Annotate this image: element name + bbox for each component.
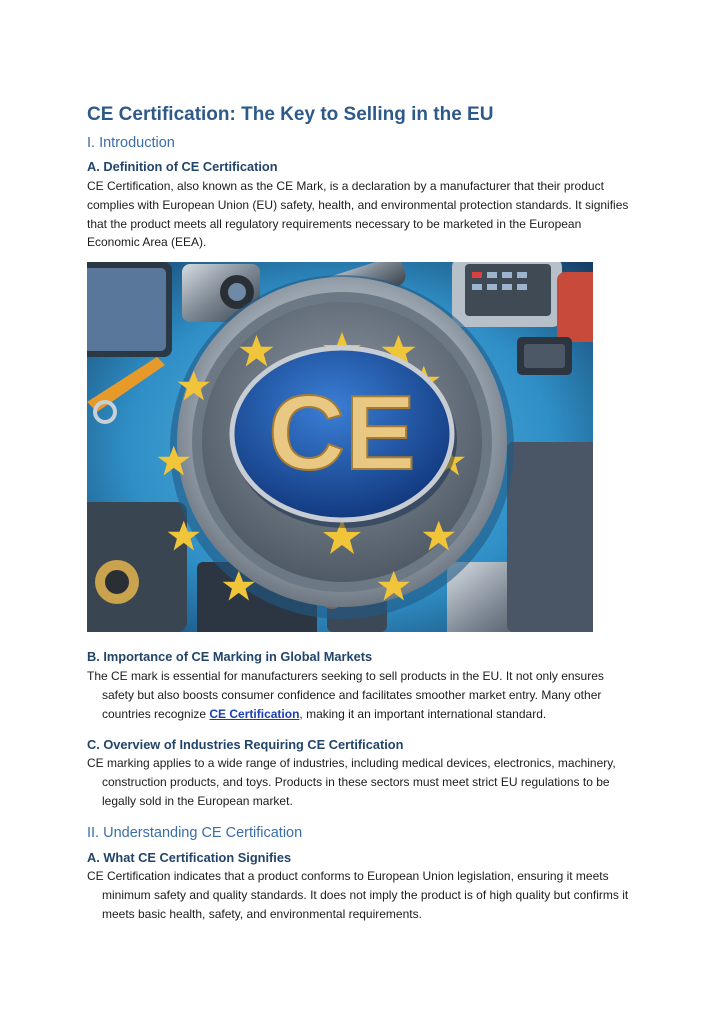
- subheading-definition: A. Definition of CE Certification: [87, 159, 278, 174]
- paragraph-importance: [87, 667, 635, 723]
- tool-bottom-left: [87, 502, 187, 632]
- subheading-industries: C. Overview of Industries Requiring CE Certification: [87, 737, 404, 752]
- calculator-device: [452, 262, 562, 327]
- section-heading-understanding: II. Understanding CE Certification: [87, 825, 303, 841]
- document-title: CE Certification: The Key to Selling in the EU: [87, 104, 494, 125]
- ce-mark-illustration: [87, 262, 593, 632]
- red-device: [557, 272, 593, 342]
- paragraph-industries: CE marking applies to a wide range of industries, including medical devices, electronics, machinery, construction products, and toys. Products in these sectors must meet strict EU regulations to be legally sold in the European market.: [87, 756, 616, 808]
- importance-text-before: The CE mark is essential for manufacturers seeking to sell products in the EU. It not only ensures safety but also boosts consumer confidence and facilitates smoother market entry. Many other countries recognize: [87, 669, 604, 721]
- ce-certification-link[interactable]: CE Certification: [209, 706, 300, 721]
- subheading-signifies: A. What CE Certification Signifies: [87, 850, 292, 865]
- ce-logo-text: CE: [268, 374, 416, 492]
- paragraph-definition: CE Certification, also known as the CE Mark, is a declaration by a manufacturer that their product complies with European Union (EU) safety, health, and environmental protection standards. It signifies that the product meets all regulatory requirements necessary to be marketed in the European Economic Area (EEA).: [87, 179, 629, 250]
- tablet-device: [87, 262, 172, 357]
- importance-text-after: , making it an important international standard.: [299, 706, 547, 721]
- section-heading-introduction: I. Introduction: [87, 135, 175, 151]
- paragraph-signifies: CE Certification indicates that a product conforms to European Union legislation, ensuring it meets minimum safety and quality standards. It does not imply the product is of high quality but confirms it meets basic health, safety, and environmental requirements.: [87, 869, 629, 921]
- chip-component: [517, 337, 572, 375]
- subheading-importance: B. Importance of CE Marking in Global Markets: [87, 649, 373, 664]
